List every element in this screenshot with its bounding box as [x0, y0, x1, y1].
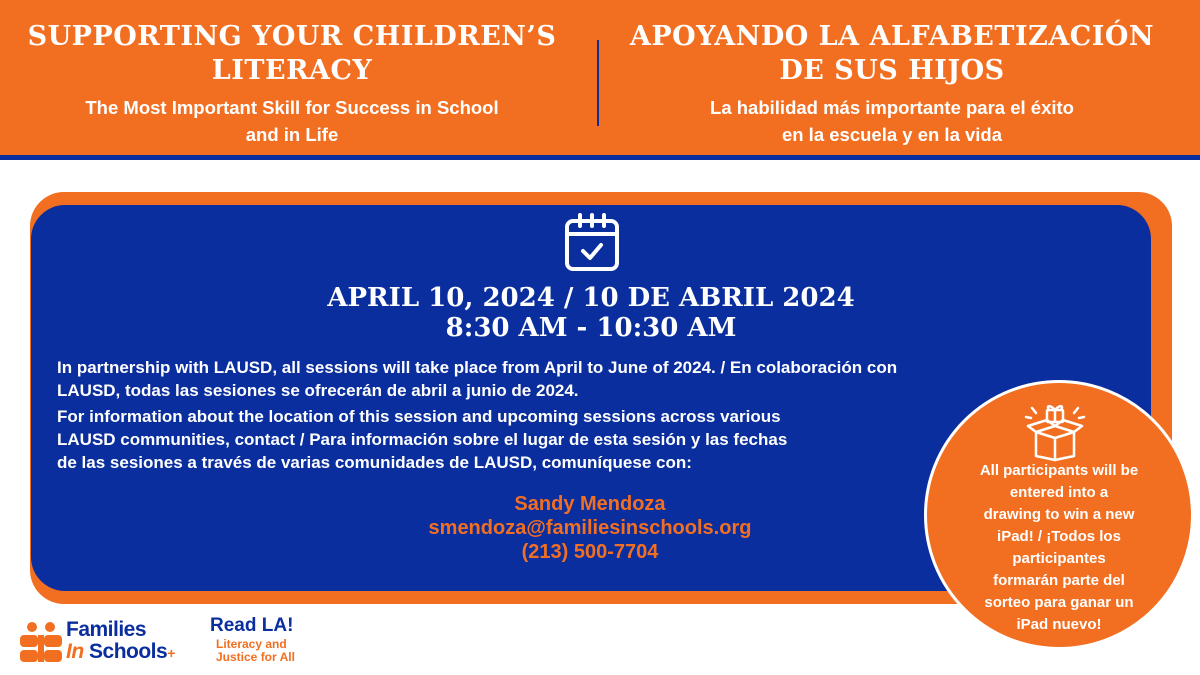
header-english	[12, 20, 572, 148]
prize-line: formarán parte del	[993, 572, 1125, 589]
spanish-title	[612, 20, 1172, 88]
header-divider	[597, 40, 599, 126]
header-spanish	[612, 20, 1172, 148]
info-line1: For information about the location of this session and upcoming sessions across various	[57, 407, 781, 426]
prize-line: All participants will be	[979, 462, 1139, 479]
families-logo-word1: Families	[66, 618, 147, 641]
contact-block	[400, 492, 780, 564]
read-la-tagline-line2: Justice for All	[216, 650, 295, 664]
english-title	[12, 20, 572, 88]
prize-line: participantes	[1012, 550, 1106, 567]
info-text	[57, 405, 937, 474]
spanish-subtitle	[612, 94, 1172, 148]
read-la-tagline	[216, 638, 320, 664]
families-logo-word2: In	[66, 640, 84, 663]
english-subtitle-line2: and in Life	[245, 124, 339, 145]
families-logo-mark-icon	[18, 620, 64, 664]
calendar-check-icon	[563, 212, 621, 274]
event-time: 8:30 AM - 10:30 AM	[445, 313, 737, 343]
spanish-title-line2: DE SUS HIJOS	[779, 55, 1005, 86]
families-logo-line2	[66, 641, 175, 664]
families-logo-text	[66, 619, 175, 664]
families-in-schools-logo	[18, 617, 188, 669]
partnership-text	[57, 356, 1057, 402]
info-line2: LAUSD communities, contact / Para información sobre el lugar de esta sesión y las fechas	[57, 430, 788, 449]
spanish-subtitle-line1: La habilidad más importante para el éxito	[710, 97, 1074, 118]
read-la-title: Read LA!	[210, 615, 294, 636]
prize-line: drawing to win a new	[983, 506, 1135, 523]
spanish-subtitle-line2: en la escuela y en la vida	[781, 124, 1003, 145]
prize-line: iPad nuevo!	[1016, 616, 1102, 633]
prize-text	[944, 460, 1174, 636]
partnership-line1: In partnership with LAUSD, all sessions will take place from April to June of 2024. / En colaboración con	[57, 358, 898, 377]
contact-name: Sandy Mendoza	[514, 493, 666, 515]
read-la-tagline-line1: Literacy and	[216, 637, 287, 651]
families-logo-plus: +	[167, 645, 175, 661]
families-logo-word3: Schools	[89, 640, 168, 663]
contact-email[interactable]: smendoza@familiesinschools.org	[428, 517, 752, 539]
prize-line: iPad! / ¡Todos los	[997, 528, 1121, 545]
english-title-line2: LITERACY	[211, 55, 373, 86]
spanish-title-line1: APOYANDO LA ALFABETIZACIÓN	[629, 21, 1155, 52]
english-title-line1: SUPPORTING YOUR CHILDREN’S	[27, 21, 557, 52]
partnership-line2: LAUSD, todas las sesiones se ofrecerán de abril a junio de 2024.	[57, 381, 579, 400]
prize-line: sorteo para ganar un	[984, 594, 1134, 611]
read-la-logo	[210, 616, 320, 672]
gift-box-icon	[1022, 402, 1088, 462]
header-blue-rule	[0, 155, 1200, 160]
event-date-time	[31, 283, 1151, 343]
english-subtitle-line1: The Most Important Skill for Success in School	[85, 97, 499, 118]
prize-line: entered into a	[1009, 484, 1109, 501]
english-subtitle	[12, 94, 572, 148]
header-banner	[0, 0, 1200, 157]
event-date: APRIL 10, 2024 / 10 DE ABRIL 2024	[327, 283, 855, 313]
contact-phone[interactable]: (213) 500-7704	[521, 541, 659, 563]
info-line3: de las sesiones a través de varias comunidades de LAUSD, comuníquese con:	[57, 453, 692, 472]
